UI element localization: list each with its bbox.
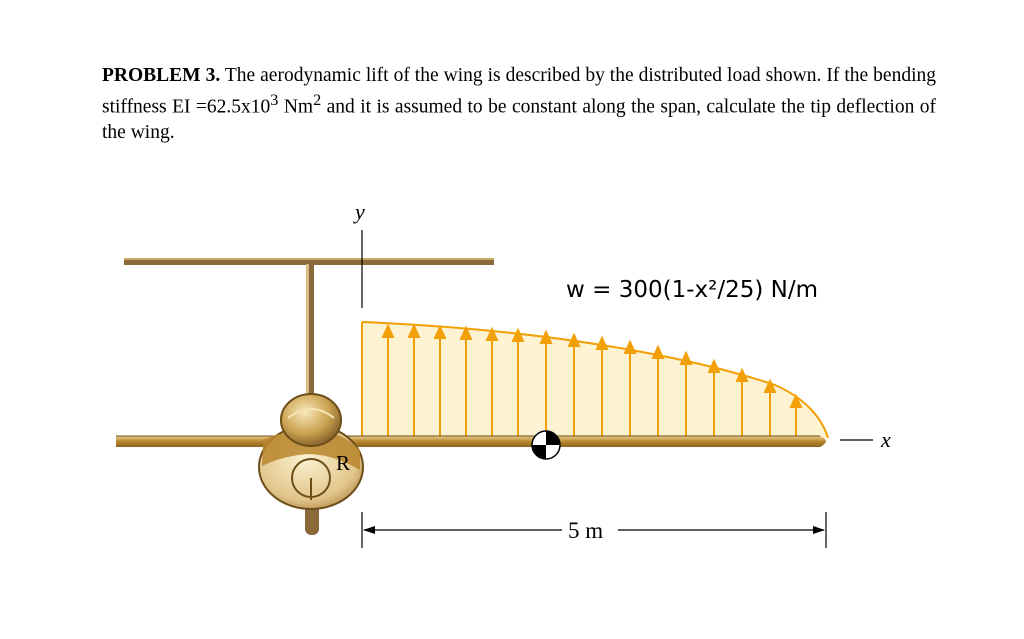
horizontal-stabilizer-highlight — [124, 258, 494, 260]
span-dimension-label: 5 m — [568, 518, 604, 543]
problem-text-part-2: Nm — [278, 96, 314, 118]
tail-post-highlight — [306, 264, 309, 414]
center-of-gravity-icon — [532, 431, 560, 459]
reaction-label: R — [336, 451, 351, 475]
problem-heading: PROBLEM 3. — [102, 65, 221, 86]
load-equation: w = 300(1-x²/25) N/m — [566, 277, 819, 303]
wing — [116, 436, 826, 447]
problem-text-part-3: and it is assumed to be constant along the span, calculate the tip deflection of the wing. — [102, 96, 937, 143]
exponent-2: 2 — [313, 91, 322, 109]
exponent-3: 3 — [270, 91, 279, 109]
problem-text-part-1: The aerodynamic lift of the wing is described by the distributed load shown. If the bending stiffness EI =62.5x10 — [102, 65, 936, 118]
y-axis-label: y — [355, 199, 365, 224]
x-axis-label: x — [881, 427, 891, 452]
